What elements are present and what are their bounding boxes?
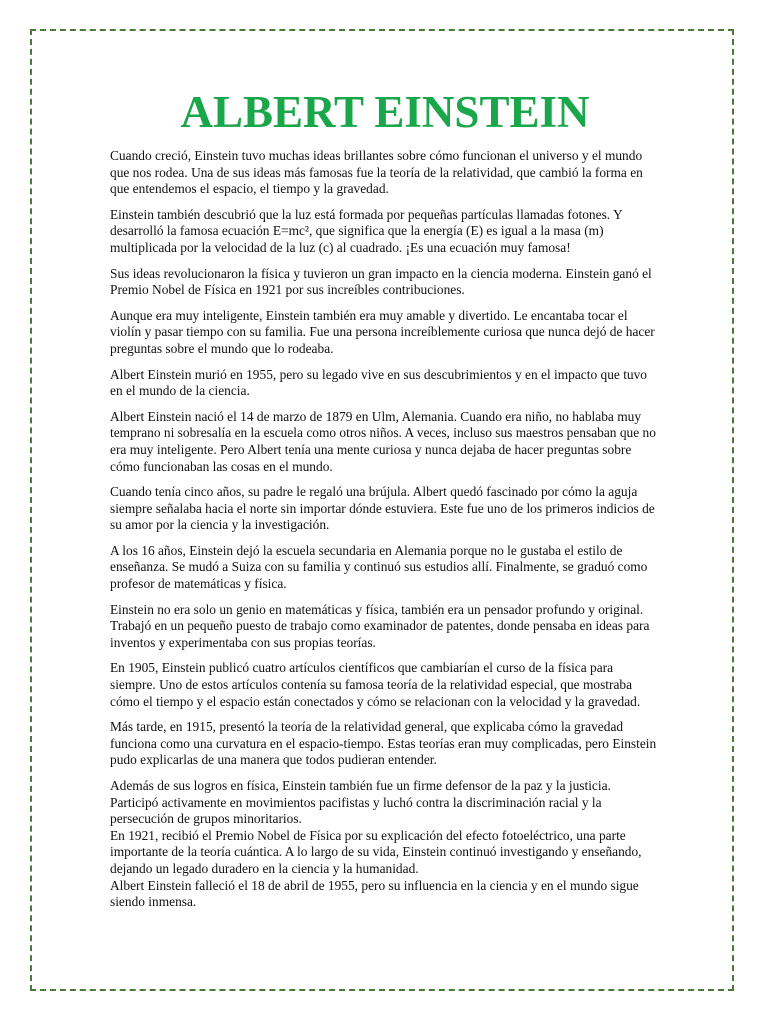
paragraph: Sus ideas revolucionaron la física y tuvieron un gran impacto en la ciencia moderna. Einstein ganó el Premio Nobel de Física en 1921 por sus increíbles contribuciones. [110,265,652,298]
paragraph: En 1905, Einstein publicó cuatro artículos científicos que cambiarían el curso de la física para siempre. Uno de estos artículos contenía su famosa teoría de la relatividad especial, que mostraba cómo el tiempo y el espacio están conectados y cómo se relacionan con la velocidad y la gravedad. [110,660,641,709]
document-body [110,86,660,911]
paragraph: Albert Einstein nació el 14 de marzo de 1879 en Ulm, Alemania. Cuando era niño, no hablaba muy temprano ni sobresalía en la escuela como otros niños. A veces, incluso sus maestros pensaban que no era muy inteligente. Pero Albert tenía una mente curiosa y nunca dejaba de hacer preguntas sobre cómo funcionaban las cosas en el mundo. [110,408,656,474]
paragraph: Einstein no era solo un genio en matemáticas y física, también era un pensador profundo y original. Trabajó en un pequeño puesto de trabajo como examinador de patentes, donde pensaba en ideas para inventos y experimentaba con sus propias teorías. [110,601,650,650]
paragraph: Más tarde, en 1915, presentó la teoría de la relatividad general, que explicaba cómo la gravedad funciona como una curvatura en el espacio-tiempo. Estas teorías eran muy complicadas, pero Einstein pudo explicarlas de una manera que todos pudieran entender. [110,719,657,768]
page-title: ALBERT EINSTEIN [180,87,590,137]
paragraph: Además de sus logros en física, Einstein también fue un firme defensor de la paz y la justicia. Participó activamente en movimientos pacifistas y luchó contra la discriminación racial y la persecución de grupos minoritarios. [110,778,611,827]
paragraph: Aunque era muy inteligente, Einstein también era muy amable y divertido. Le encantaba tocar el violín y pasar tiempo con su familia. Fue una persona increíblemente curiosa que nunca dejó de hacer preguntas sobre el mundo que lo rodeaba. [110,307,655,356]
paragraph: En 1921, recibió el Premio Nobel de Física por su explicación del efecto fotoeléctrico, una parte importante de la teoría cuántica. A lo largo de su vida, Einstein continuó investigando y enseñando, dejando un legado duradero en la ciencia y la humanidad. [110,827,642,876]
paragraph: Cuando tenía cinco años, su padre le regaló una brújula. Albert quedó fascinado por cómo la aguja siempre señalaba hacia el norte sin importar dónde estuviera. Este fue uno de los primeros indicios de su amor por la ciencia y la investigación. [110,484,655,533]
paragraph: Cuando creció, Einstein tuvo muchas ideas brillantes sobre cómo funcionan el universo y el mundo que nos rodea. Una de sus ideas más famosas fue la teoría de la relatividad, que cambió la forma en que entendemos el espacio, el tiempo y la gravedad. [110,148,643,197]
paragraph: A los 16 años, Einstein dejó la escuela secundaria en Alemania porque no le gustaba el estilo de enseñanza. Se mudó a Suiza con su familia y continuó sus estudios allí. Finalmente, se graduó como profesor de matemáticas y física. [110,542,648,592]
paragraph: Einstein también descubrió que la luz está formada por pequeñas partículas llamadas fotones. Y desarrolló la famosa ecuación E=mc², que significa que la energía (E) es igual a la masa (m) multiplicada por la velocidad de la luz (c) al cuadrado. ¡Es una ecuación muy famosa! [110,206,623,255]
paragraph: Albert Einstein murió en 1955, pero su legado vive en sus descubrimientos y en el impacto que tuvo en el mundo de la ciencia. [110,366,647,399]
paragraph: Albert Einstein falleció el 18 de abril de 1955, pero su influencia en la ciencia y en el mundo sigue siendo inmensa. [110,877,639,910]
